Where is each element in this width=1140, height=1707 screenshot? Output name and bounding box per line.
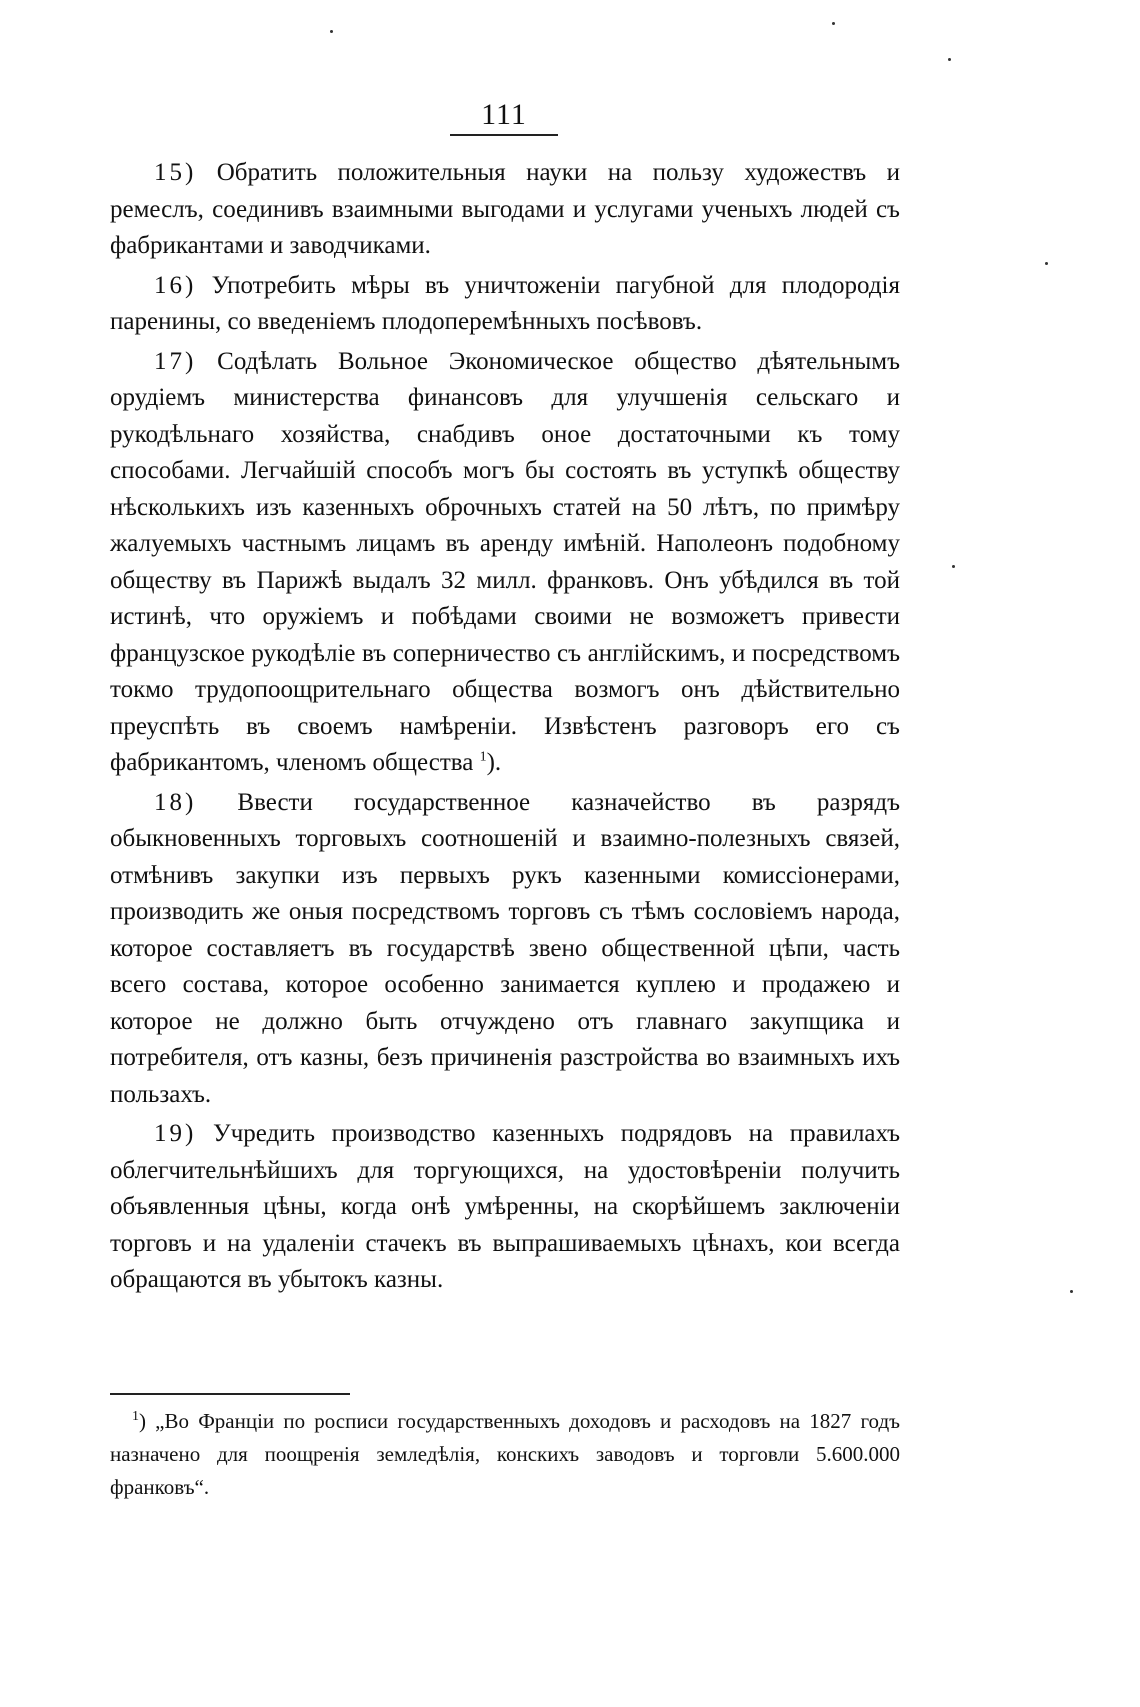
footnote-separator (110, 1393, 350, 1395)
page-number: 111 (481, 98, 527, 131)
body-text (110, 155, 900, 1302)
book-page (110, 0, 900, 1707)
scan-speck (952, 565, 955, 568)
page-header (450, 98, 558, 136)
footnote (110, 1405, 900, 1504)
paragraph-number: 18) (154, 788, 197, 816)
scan-speck (1045, 262, 1048, 265)
scan-speck (1070, 1290, 1073, 1293)
paragraph-number: 15) (154, 159, 197, 186)
paragraph-number: 19) (154, 1120, 197, 1147)
paragraph-text: Ввести государственное казначейство въ разрядъ обыкновенныхъ торговыхъ соотношеній и взаимно-полезныхъ связей, отмѣнивъ закупки изъ первыхъ рукъ казенными комиссіонерами, производить же оныя посредствомъ торговъ съ тѣмъ сословіемъ народа, которое составляетъ въ государствѣ звено общественной цѣпи, часть всего состава, которое особенно занимается куплею и продажею и которое не должно быть отчуждено отъ главнаго закупщика и потребителя, отъ казны, безъ причиненія разстройства во взаимныхъ ихъ пользахъ. (110, 788, 900, 1108)
scan-speck (948, 58, 951, 61)
paragraph-18 (110, 785, 900, 1114)
paragraph-text: Содѣлать Вольное Экономическое общество дѣятельнымъ орудіемъ министерства финансовъ для улучшенія сельскаго и рукодѣльнаго хозяйства, снабдивъ оное достаточными къ тому способами. Легчайшій способъ могъ бы состоять въ уступкѣ обществу нѣсколькихъ изъ казенныхъ оброчныхъ статей на 50 лѣтъ, по примѣру жалуемыхъ частнымъ лицамъ въ аренду имѣній. Наполеонъ подобному обществу въ Парижѣ выдалъ 32 милл. франковъ. Онъ убѣдился въ той истинѣ, что оружіемъ и побѣдами своими не возможетъ привести французское рукодѣліе въ соперничество съ англійскимъ, и посредствомъ токмо трудопоощрительнаго общества возмогъ онъ дѣйствительно преуспѣть въ своемъ намѣреніи. Извѣстенъ разговоръ его съ фабрикантомъ, членомъ общества (110, 347, 900, 776)
paragraph-19 (110, 1116, 900, 1299)
footnote-mark: 1 (132, 1409, 139, 1424)
paragraph-text: Употребить мѣры въ уничтоженіи пагубной для плодородія паренины, со введеніемъ плодоперемѣнныхъ посѣвовъ. (110, 271, 900, 335)
paragraph-text: Учредить производство казенныхъ подрядовъ на правилахъ облегчительнѣйшихъ для торгующихся, на удостовѣреніи получить объявленныя цѣны, когда онѣ умѣренны, на скорѣйшемъ заключеніи торговъ и на удаленіи стачекъ въ выпрашиваемыхъ цѣнахъ, кои всегда обращаются въ убытокъ казны. (110, 1120, 900, 1293)
paragraph-number: 16) (154, 271, 197, 299)
paragraph-number: 17) (154, 347, 197, 375)
scan-speck (832, 22, 835, 25)
paragraph-16 (110, 268, 900, 341)
paragraph-15 (110, 155, 900, 265)
paragraph-text: Обратить положительныя науки на пользу художествъ и ремеслъ, соединивъ взаимными выгодами и услугами ученыхъ людей съ фабрикантами и заводчиками. (110, 159, 900, 259)
page-number-underline (450, 134, 558, 136)
paragraph-tail: ). (486, 749, 502, 776)
scan-speck (330, 30, 333, 33)
paragraph-17 (110, 344, 900, 782)
footnote-text: ) „Во Франціи по росписи государственныхъ доходовъ и расходовъ на 1827 годъ назначено для поощренія земледѣлія, конскихъ заводовъ и торговли 5.600.000 франковъ“. (110, 1409, 900, 1499)
footnote-reference: 1 (479, 749, 487, 765)
